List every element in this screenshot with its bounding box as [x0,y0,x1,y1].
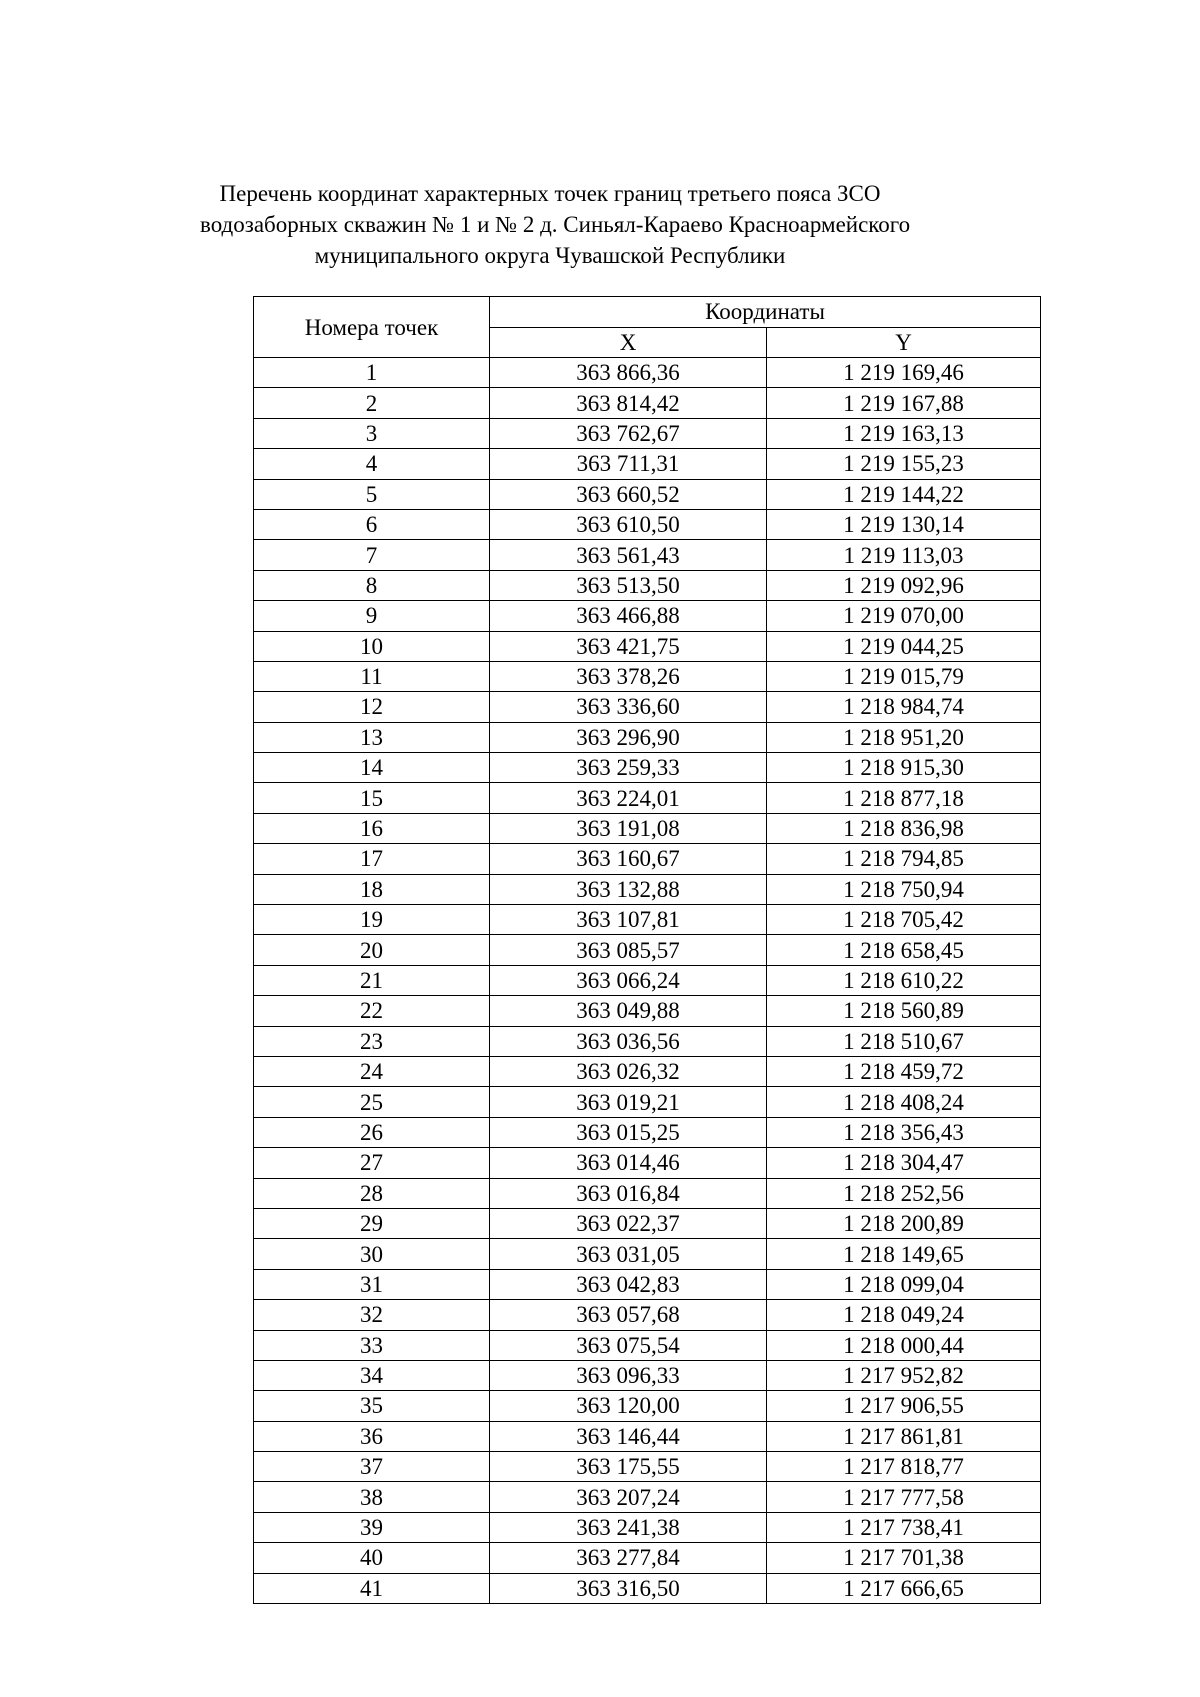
x-coordinate-cell: 363 296,90 [490,722,767,752]
x-coordinate-cell: 363 259,33 [490,753,767,783]
point-number-cell: 13 [254,722,490,752]
table-row [254,1391,1041,1421]
x-coordinate-cell: 363 107,81 [490,905,767,935]
point-number-cell: 20 [254,935,490,965]
x-coordinate-cell: 363 160,67 [490,844,767,874]
table-header [254,297,1041,358]
header-coordinates: Координаты [490,297,1041,328]
x-coordinate-cell: 363 036,56 [490,1026,767,1056]
x-coordinate-cell: 363 049,88 [490,996,767,1026]
table-row [254,965,1041,995]
x-coordinate-cell: 363 042,83 [490,1269,767,1299]
y-coordinate-cell: 1 219 163,13 [767,418,1041,448]
x-coordinate-cell: 363 207,24 [490,1482,767,1512]
table-row [254,509,1041,539]
y-coordinate-cell: 1 218 149,65 [767,1239,1041,1269]
x-coordinate-cell: 363 711,31 [490,449,767,479]
table-row [254,692,1041,722]
point-number-cell: 1 [254,358,490,388]
table-row [254,1026,1041,1056]
y-coordinate-cell: 1 217 777,58 [767,1482,1041,1512]
y-coordinate-cell: 1 218 984,74 [767,692,1041,722]
y-coordinate-cell: 1 219 015,79 [767,661,1041,691]
point-number-cell: 41 [254,1573,490,1603]
x-coordinate-cell: 363 316,50 [490,1573,767,1603]
y-coordinate-cell: 1 218 459,72 [767,1056,1041,1086]
table-row [254,1360,1041,1390]
y-coordinate-cell: 1 219 092,96 [767,570,1041,600]
y-coordinate-cell: 1 218 705,42 [767,905,1041,935]
point-number-cell: 33 [254,1330,490,1360]
x-coordinate-cell: 363 075,54 [490,1330,767,1360]
point-number-cell: 29 [254,1208,490,1238]
point-number-cell: 32 [254,1300,490,1330]
x-coordinate-cell: 363 814,42 [490,388,767,418]
point-number-cell: 37 [254,1452,490,1482]
x-coordinate-cell: 363 513,50 [490,570,767,600]
x-coordinate-cell: 363 120,00 [490,1391,767,1421]
table-body [254,358,1041,1604]
title-line: водозаборных скважин № 1 и № 2 д. Синьял-Караево Красноармейского [200,212,911,237]
y-coordinate-cell: 1 218 049,24 [767,1300,1041,1330]
point-number-cell: 22 [254,996,490,1026]
x-coordinate-cell: 363 066,24 [490,965,767,995]
point-number-cell: 9 [254,601,490,631]
table-row [254,1117,1041,1147]
y-coordinate-cell: 1 219 169,46 [767,358,1041,388]
table-row [254,753,1041,783]
x-coordinate-cell: 363 277,84 [490,1543,767,1573]
table-row [254,1148,1041,1178]
y-coordinate-cell: 1 218 560,89 [767,996,1041,1026]
table-row [254,1300,1041,1330]
y-coordinate-cell: 1 218 877,18 [767,783,1041,813]
point-number-cell: 27 [254,1148,490,1178]
x-coordinate-cell: 363 015,25 [490,1117,767,1147]
point-number-cell: 14 [254,753,490,783]
y-coordinate-cell: 1 218 951,20 [767,722,1041,752]
point-number-cell: 6 [254,509,490,539]
y-coordinate-cell: 1 218 304,47 [767,1148,1041,1178]
coordinates-table [253,296,1041,1604]
y-coordinate-cell: 1 218 200,89 [767,1208,1041,1238]
table-row [254,661,1041,691]
y-coordinate-cell: 1 218 658,45 [767,935,1041,965]
y-coordinate-cell: 1 218 836,98 [767,813,1041,843]
x-coordinate-cell: 363 022,37 [490,1208,767,1238]
table-row [254,874,1041,904]
table-row [254,722,1041,752]
y-coordinate-cell: 1 218 000,44 [767,1330,1041,1360]
y-coordinate-cell: 1 218 408,24 [767,1087,1041,1117]
table-row [254,1208,1041,1238]
table-row [254,1421,1041,1451]
point-number-cell: 10 [254,631,490,661]
table-row [254,388,1041,418]
point-number-cell: 35 [254,1391,490,1421]
header-x: X [490,327,767,358]
table-row [254,418,1041,448]
point-number-cell: 16 [254,813,490,843]
table-row [254,1056,1041,1086]
table-row [254,1482,1041,1512]
point-number-cell: 39 [254,1512,490,1542]
y-coordinate-cell: 1 219 044,25 [767,631,1041,661]
y-coordinate-cell: 1 218 750,94 [767,874,1041,904]
y-coordinate-cell: 1 219 070,00 [767,601,1041,631]
point-number-cell: 31 [254,1269,490,1299]
table-row [254,570,1041,600]
title-line: Перечень координат характерных точек границ третьего пояса ЗСО [219,181,881,206]
x-coordinate-cell: 363 031,05 [490,1239,767,1269]
x-coordinate-cell: 363 610,50 [490,509,767,539]
y-coordinate-cell: 1 217 952,82 [767,1360,1041,1390]
y-coordinate-cell: 1 217 906,55 [767,1391,1041,1421]
x-coordinate-cell: 363 224,01 [490,783,767,813]
x-coordinate-cell: 363 019,21 [490,1087,767,1117]
x-coordinate-cell: 363 057,68 [490,1300,767,1330]
table-row [254,1452,1041,1482]
table-row [254,905,1041,935]
x-coordinate-cell: 363 026,32 [490,1056,767,1086]
point-number-cell: 2 [254,388,490,418]
y-coordinate-cell: 1 219 155,23 [767,449,1041,479]
table-row [254,813,1041,843]
table-row [254,844,1041,874]
point-number-cell: 28 [254,1178,490,1208]
table-row [254,1178,1041,1208]
y-coordinate-cell: 1 218 510,67 [767,1026,1041,1056]
x-coordinate-cell: 363 096,33 [490,1360,767,1390]
point-number-cell: 11 [254,661,490,691]
x-coordinate-cell: 363 762,67 [490,418,767,448]
table-row [254,1239,1041,1269]
y-coordinate-cell: 1 219 130,14 [767,509,1041,539]
point-number-cell: 12 [254,692,490,722]
point-number-cell: 36 [254,1421,490,1451]
y-coordinate-cell: 1 217 666,65 [767,1573,1041,1603]
table-row [254,1573,1041,1603]
x-coordinate-cell: 363 241,38 [490,1512,767,1542]
table-row [254,479,1041,509]
y-coordinate-cell: 1 217 738,41 [767,1512,1041,1542]
table-row [254,1269,1041,1299]
point-number-cell: 5 [254,479,490,509]
page-title [200,178,911,271]
x-coordinate-cell: 363 561,43 [490,540,767,570]
y-coordinate-cell: 1 218 794,85 [767,844,1041,874]
table-row [254,631,1041,661]
point-number-cell: 4 [254,449,490,479]
header-y: Y [767,327,1041,358]
point-number-cell: 3 [254,418,490,448]
x-coordinate-cell: 363 014,46 [490,1148,767,1178]
point-number-cell: 23 [254,1026,490,1056]
table-row [254,1087,1041,1117]
point-number-cell: 17 [254,844,490,874]
y-coordinate-cell: 1 218 099,04 [767,1269,1041,1299]
y-coordinate-cell: 1 218 356,43 [767,1117,1041,1147]
y-coordinate-cell: 1 218 915,30 [767,753,1041,783]
x-coordinate-cell: 363 866,36 [490,358,767,388]
point-number-cell: 19 [254,905,490,935]
point-number-cell: 30 [254,1239,490,1269]
point-number-cell: 24 [254,1056,490,1086]
point-number-cell: 7 [254,540,490,570]
title-line: муниципального округа Чувашской Республики [314,243,786,268]
x-coordinate-cell: 363 421,75 [490,631,767,661]
x-coordinate-cell: 363 016,84 [490,1178,767,1208]
point-number-cell: 18 [254,874,490,904]
point-number-cell: 34 [254,1360,490,1390]
x-coordinate-cell: 363 378,26 [490,661,767,691]
x-coordinate-cell: 363 146,44 [490,1421,767,1451]
y-coordinate-cell: 1 218 252,56 [767,1178,1041,1208]
y-coordinate-cell: 1 217 818,77 [767,1452,1041,1482]
table-row [254,540,1041,570]
point-number-cell: 8 [254,570,490,600]
y-coordinate-cell: 1 219 144,22 [767,479,1041,509]
point-number-cell: 26 [254,1117,490,1147]
x-coordinate-cell: 363 191,08 [490,813,767,843]
x-coordinate-cell: 363 336,60 [490,692,767,722]
table-row [254,783,1041,813]
table-row [254,996,1041,1026]
x-coordinate-cell: 363 175,55 [490,1452,767,1482]
table-row [254,1543,1041,1573]
point-number-cell: 25 [254,1087,490,1117]
x-coordinate-cell: 363 466,88 [490,601,767,631]
table-row [254,358,1041,388]
y-coordinate-cell: 1 219 113,03 [767,540,1041,570]
table-row [254,601,1041,631]
y-coordinate-cell: 1 219 167,88 [767,388,1041,418]
y-coordinate-cell: 1 217 701,38 [767,1543,1041,1573]
y-coordinate-cell: 1 218 610,22 [767,965,1041,995]
table-row [254,1330,1041,1360]
table-row [254,935,1041,965]
x-coordinate-cell: 363 660,52 [490,479,767,509]
x-coordinate-cell: 363 085,57 [490,935,767,965]
point-number-cell: 15 [254,783,490,813]
table-row [254,449,1041,479]
y-coordinate-cell: 1 217 861,81 [767,1421,1041,1451]
header-point-numbers: Номера точек [254,297,490,358]
point-number-cell: 21 [254,965,490,995]
point-number-cell: 40 [254,1543,490,1573]
x-coordinate-cell: 363 132,88 [490,874,767,904]
table-row [254,1512,1041,1542]
point-number-cell: 38 [254,1482,490,1512]
